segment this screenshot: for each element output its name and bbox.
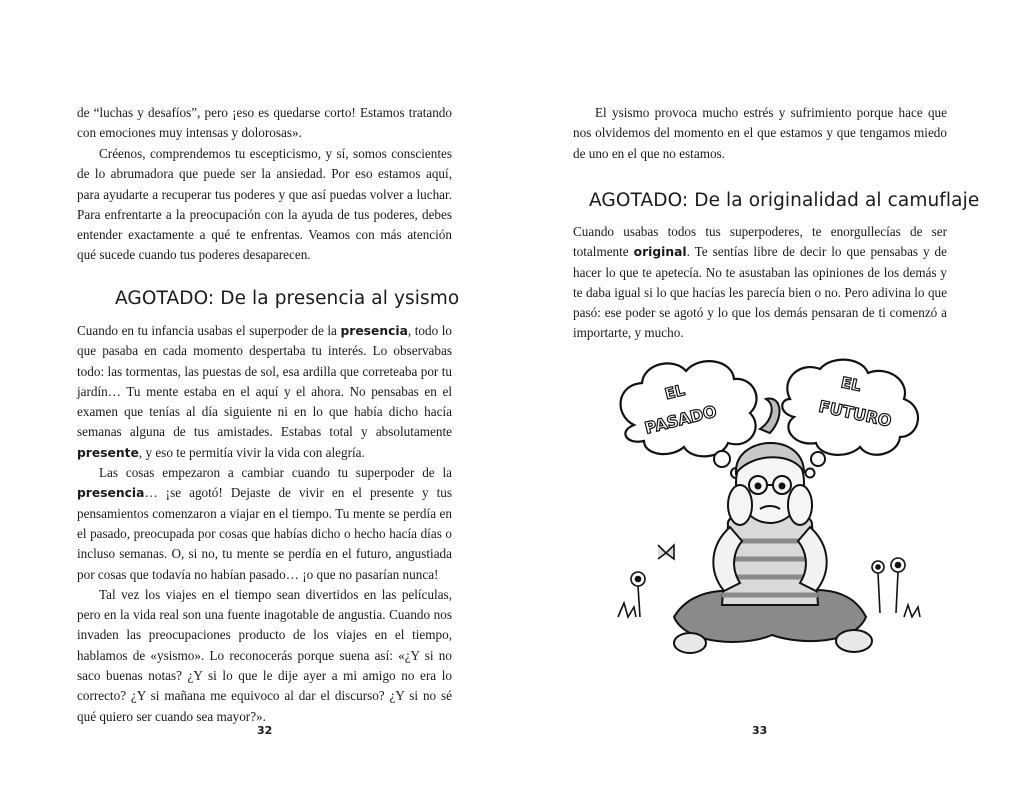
text-run: , todo lo que pasaba en cada momento despertaba tu interés. Lo observabas todo: las tormentas, las puestas de sol, esa ardilla que correteaba por tu jardín… Tu mente estaba en el aquí y el ahora. No pensabas en el examen que tenías al día siguiente ni en lo que había dicho hacía semanas alguna de tus amistades. Estabas total y absolutamente [77,323,453,440]
bold-term-original: original [633,245,687,260]
paragraph-originality [573,222,947,344]
text-run: , y eso te permitía vivir la vida con alegría. [138,444,365,460]
paragraph-presence [77,321,452,727]
intro-paragraph [77,103,452,144]
paragraph-ysismo-stress [573,103,947,164]
text-run: Las cosas empezaron a cambiar cuando tu superpoder de la [99,465,452,481]
page-number-right: 33 [752,724,768,737]
section-heading-presence: AGOTADO: De la presencia al ysismo [115,288,460,309]
right-page [512,0,1024,793]
text-run: Cuando en tu infancia usabas el superpoder de la [77,323,337,338]
section-heading-originality: AGOTADO: De la originalidad al camuflaje [589,190,980,211]
bubble-text-past: PASADO [642,401,719,438]
bubble-text-el-right: EL [839,373,863,395]
page-number-left: 32 [257,724,273,737]
text-run: … ¡se agotó! Dejaste de vivir en el presente y tus pensamientos comenzaron a viajar en el tiempo. Tu mente se perdía en el pasado, preocupada por cosas que habías dicho o hecho hacía días o incluso semanas. O, si no, tu mente se perdía en el futuro, angustiada por cosas que todavía no habían pasado… ¡o que no pasarían nunca! [77,485,452,582]
text-run: . Te sentías libre de decir lo que pensabas y de hacer lo que te apetecía. No te asustaban las opiniones de los demás y te daba igual si lo que hacías les parecía bien o no. Pero adivina lo que pasó: ese poder se agotó y lo que los demás pensaran de ti comenzó a importarte, y mucho. [573,244,947,341]
bold-term-presence-2: presencia [77,486,145,501]
paragraph-time-travel-text: Tal vez los viajes en el tiempo sean divertidos en las películas, pero en la vida real son una fuente inagotable de angustia. Cuando nos invaden las preocupaciones producto de los viajes en el tiempo, hablamos de «ysismo». Lo reconocerás porque suena así: «¿Y si no saco buenas notas? ¿Y si lo que le dije ayer a mi amigo no era lo correcto? ¿Y si mañana me equivoco al dar el discurso? ¿Y si no sé qué quiero ser cuando sea mayor?». [77,586,452,724]
text-run: Cuando usabas todos tus superpoderes, te enorgullecías de ser totalmente [573,224,947,260]
bubble-text-future: FUTURO [817,396,894,431]
paragraph-change-text [77,463,452,585]
intro-line-1: de “luchas y desafíos”, pero ¡eso es quedarse corto! Estamos tratando [77,105,452,120]
intro-line-2: con emociones muy intensas y dolorosas». [77,125,302,141]
bubble-text-el-left: EL [663,381,687,404]
paragraph-ysismo-stress-text: El ysismo provoca mucho estrés y sufrimiento porque hace que nos olvidemos del momento en el que estamos y que tengamos miedo de uno en el que no estamos. [573,105,947,161]
paragraph-presence-text [77,321,452,463]
worried-girl-illustration [604,355,934,670]
paragraph-skepticism [77,144,452,266]
bold-term-presence: presencia [340,324,408,338]
bold-term-present: presente [77,445,139,460]
paragraph-skepticism-text: Créenos, comprendemos tu escepticismo, y sí, somos conscientes de lo abrumadora que puede ser la ansiedad. Por eso estamos aquí, para ayudarte a recuperar tus poderes y que así puedas volver a luchar. Para enfrentarte a la preocupación con la ayuda de tus poderes, debes entender exactamente a qué te enfrentas. Veamos con más atención qué sucede cuando tus poderes desaparecen. [77,146,452,263]
thought-bubble-future [782,360,918,478]
paragraph-originality-text [573,222,947,344]
